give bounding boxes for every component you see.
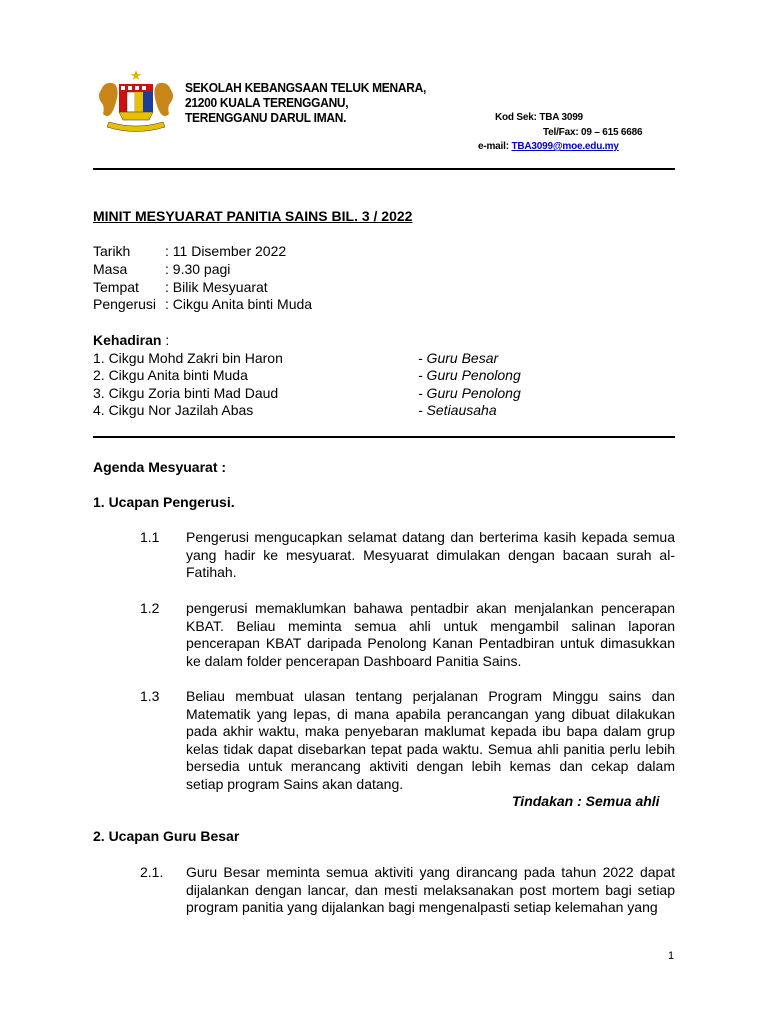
attendance-divider [93,436,675,438]
item-number: 1.3 [140,688,160,704]
meta-label-tempat: Tempat [93,279,139,295]
school-name: SEKOLAH KEBANGSAAN TELUK MENARA, [185,80,427,95]
attendance-heading-text: Kehadiran [93,332,162,348]
attendee-name: 3. Cikgu Zoria binti Mad Daud [93,385,279,401]
section-heading: 1. Ucapan Pengerusi. [93,494,235,510]
meta-label-pengerusi: Pengerusi [93,296,157,312]
meta-label-tarikh: Tarikh [93,243,131,259]
attendee-role: - Guru Besar [418,350,499,366]
attendee-role: - Guru Penolong [418,385,521,401]
item-paragraph: Guru Besar meminta semua aktiviti yang dirancang pada tahun 2022 dapat dijalankan dengan lancar, dan mesti melaksanakan post mortem bagi setiap program panitia yang dijalankan bagi mengenalpasti setiap kelemahan yang [186,864,675,915]
attendee-name: 1. Cikgu Mohd Zakri bin Haron [93,350,283,366]
item-number: 2.1. [140,864,164,880]
tel-fax: Tel/Fax: 09 – 615 6686 [543,127,643,138]
email-label: e-mail: [478,141,509,152]
item-number: 1.1 [140,529,160,545]
meta-value-pengerusi: : Cikgu Anita binti Muda [165,296,313,312]
coat-of-arms-logo [95,70,177,132]
attendance-heading [93,332,169,350]
item-paragraph: Beliau membuat ulasan tentang perjalanan Program Minggu sains dan Matematik yang lepas, di mana apabila perancangan yang dibuat dilakukan pada akhir waktu, maka penyebaran maklumat kepada ibu bapa dalam grup kelas tidak dapat disebarkan tepat pada waktu. Semua ahli panitia perlu lebih bersedia untuk merancang aktiviti dengan lebih kemas dan cekap dalam setiap program Sains akan datang. [186,688,675,792]
attendee-role: - Setiausaha [418,402,497,418]
attendee-role: - Guru Penolong [418,367,521,383]
meta-label-masa: Masa [93,261,128,277]
action-note: Tindakan : Semua ahli [512,793,660,809]
attendance-heading-colon: : [161,332,170,348]
meta-value-tarikh: : 11 Disember 2022 [165,243,287,259]
header-divider [93,168,675,170]
section-heading: 2. Ucapan Guru Besar [93,828,240,844]
email-link[interactable]: TBA3099@moe.edu.my [511,141,619,152]
item-paragraph: pengerusi memaklumkan bahawa pentadbir akan menjalankan pencerapan KBAT. Beliau meminta semua ahli untuk mengambil salinan laporan pencerapan KBAT daripada Penolong Kanan Pentadbiran untuk dimasukkan ke dalam folder pencerapan Dashboard Panitia Sains. [186,600,675,669]
school-code: Kod Sek: TBA 3099 [495,112,583,123]
school-address-line: 21200 KUALA TERENGGANU, [185,95,349,110]
item-number: 1.2 [140,600,160,616]
agenda-heading: Agenda Mesyuarat : [93,459,227,475]
meta-value-masa: : 9.30 pagi [165,261,231,277]
attendee-name: 4. Cikgu Nor Jazilah Abas [93,402,254,418]
page-number: 1 [668,950,675,962]
email-line [478,141,619,152]
attendee-name: 2. Cikgu Anita binti Muda [93,367,248,383]
document-title: MINIT MESYUARAT PANITIA SAINS BIL. 3 / 2022 [93,208,413,224]
school-state-line: TERENGGANU DARUL IMAN. [185,110,347,125]
meta-value-tempat: : Bilik Mesyuarat [165,279,268,295]
item-paragraph: Pengerusi mengucapkan selamat datang dan berterima kasih kepada semua yang hadir ke mesyuarat. Mesyuarat dimulakan dengan bacaan surah al-Fatihah. [186,529,675,580]
